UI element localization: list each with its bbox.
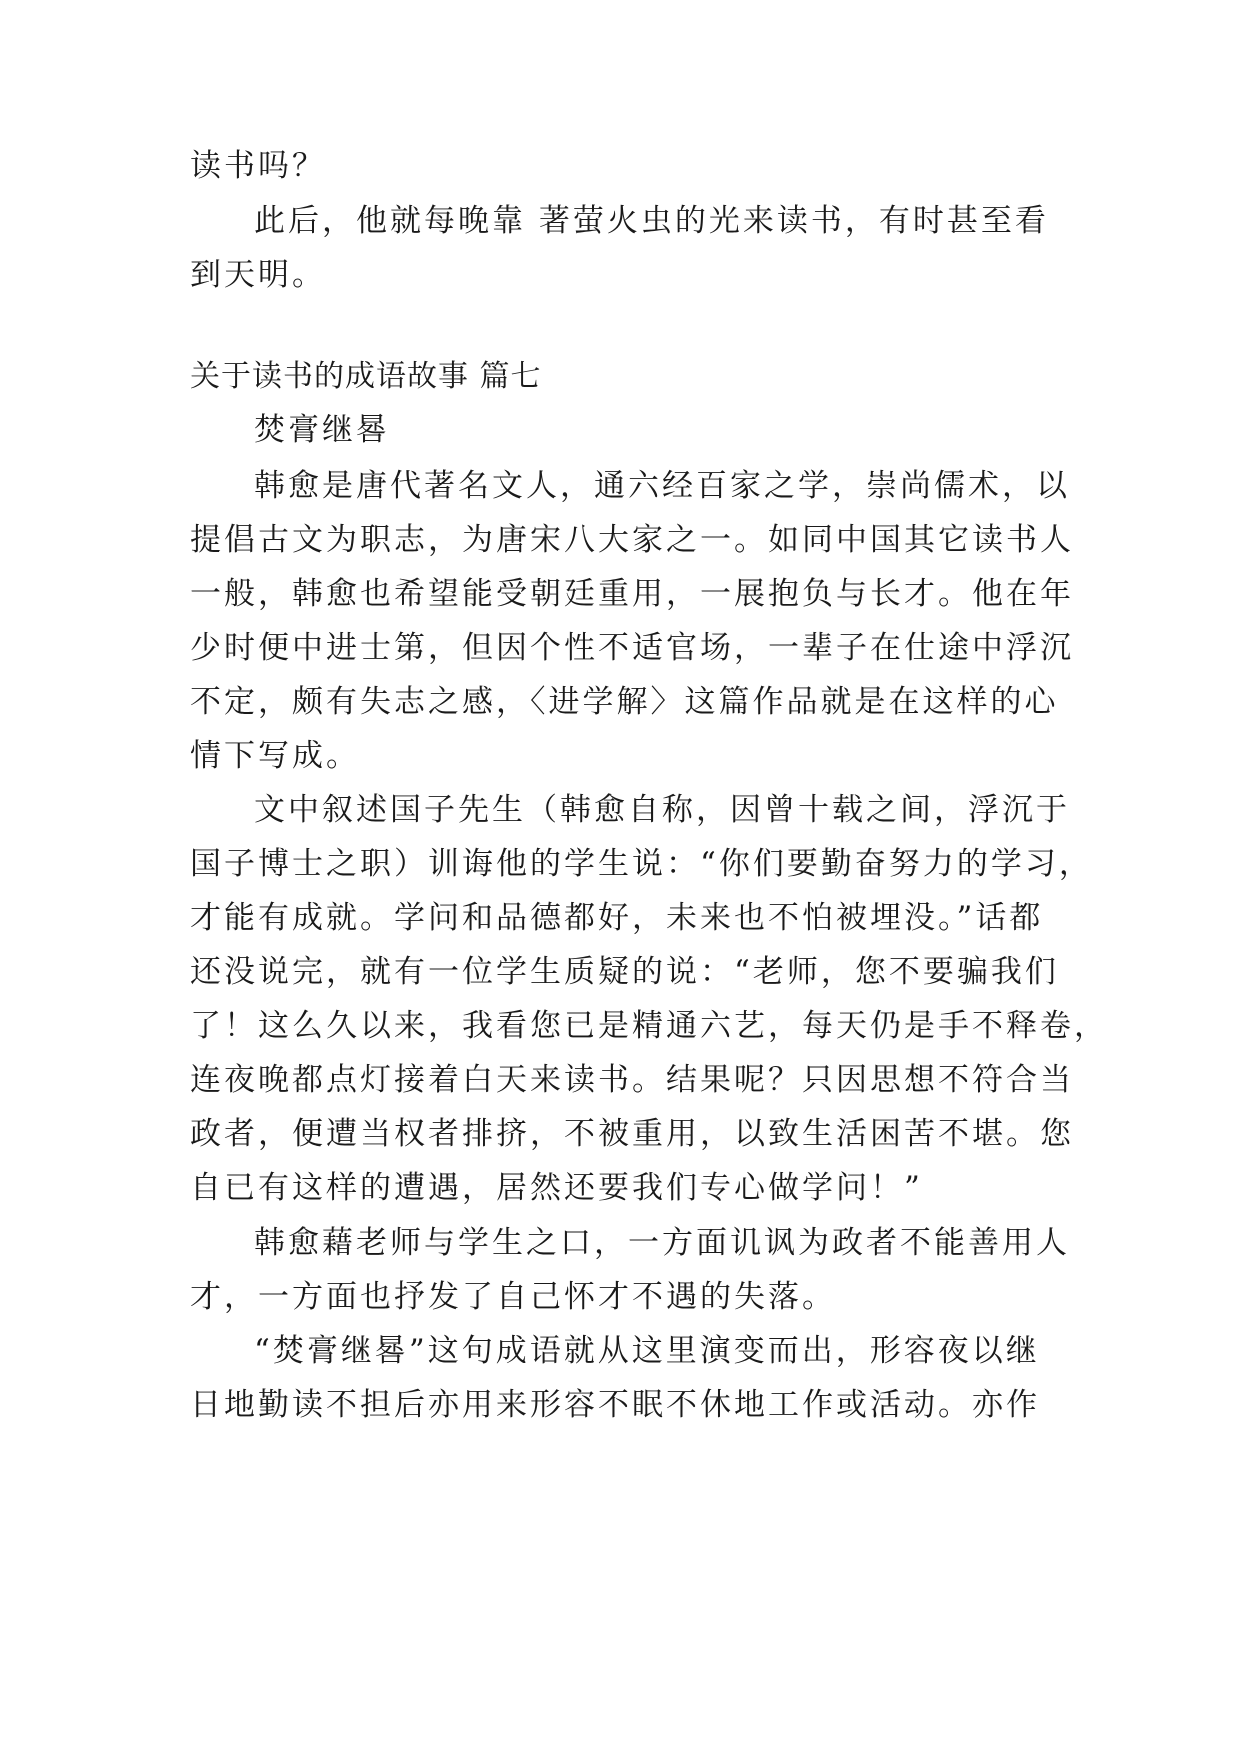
section-heading: 关于读书的成语故事 篇七: [190, 359, 542, 394]
text-line: 到天明。: [190, 257, 326, 293]
text-line: 日地勤读不担后亦用来形容不眠不休地工作或活动。亦作: [190, 1387, 1040, 1423]
text-line: 韩愈是唐代著名文人，通六经百家之学，崇尚儒术，以: [254, 468, 1070, 504]
text-line: 国子博士之职）训诲他的学生说：“你们要勤奋努力的学习，: [190, 846, 1093, 882]
text-line: 情下写成。: [190, 738, 360, 774]
text-line: 自已有这样的遭遇，居然还要我们专心做学问！”: [190, 1170, 923, 1206]
text-line: 少时便中进士第，但因个性不适官场，一辈子在仕途中浮沉: [190, 630, 1074, 666]
text-line: 连夜晚都点灯接着白天来读书。结果呢？只因思想不符合当: [190, 1062, 1074, 1098]
text-line: 还没说完，就有一位学生质疑的说：“老师，您不要骗我们: [190, 954, 1059, 990]
text-line: “焚膏继晷”这句成语就从这里演变而出，形容夜以继: [254, 1333, 1040, 1369]
story-title: 焚膏继晷: [254, 412, 390, 448]
text-line: 政者，便遭当权者排挤，不被重用，以致生活困苦不堪。您: [190, 1116, 1074, 1152]
text-line: 不定，颇有失志之感，〈进学解〉这篇作品就是在这样的心: [190, 684, 1059, 720]
text-line: 韩愈藉老师与学生之口，一方面讥讽为政者不能善用人: [254, 1225, 1070, 1261]
text-line: 才，一方面也抒发了自己怀才不遇的失落。: [190, 1279, 836, 1315]
text-line: 文中叙述国子先生（韩愈自称，因曾十载之间，浮沉于: [254, 792, 1070, 828]
text-line: 读书吗？: [190, 148, 326, 184]
text-line: 才能有成就。学问和品德都好，未来也不怕被埋没。”话都: [190, 900, 1044, 936]
text-line: 提倡古文为职志，为唐宋八大家之一。如同中国其它读书人: [190, 522, 1074, 558]
text-line: 了！这么久以来，我看您已是精通六艺，每天仍是手不释卷，: [190, 1008, 1108, 1044]
text-line: 此后，他就每晚靠 著萤火虫的光来读书，有时甚至看: [254, 203, 1049, 239]
text-line: 一般，韩愈也希望能受朝廷重用，一展抱负与长才。他在年: [190, 576, 1074, 612]
